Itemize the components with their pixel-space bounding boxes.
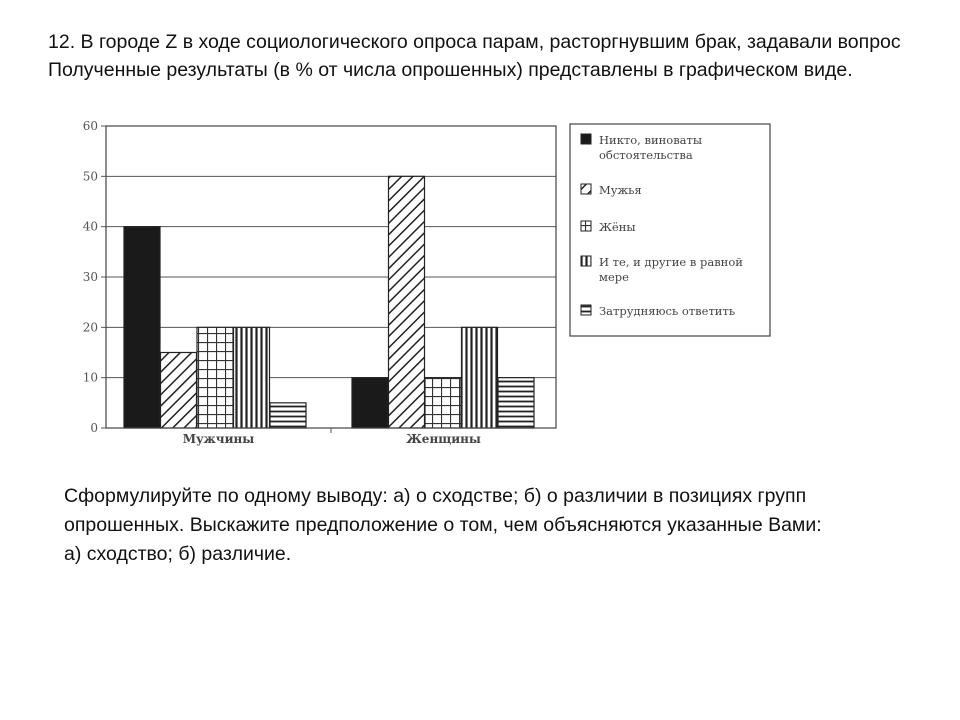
y-tick-label: 20 bbox=[82, 320, 98, 335]
legend-label-3: мере bbox=[599, 270, 629, 284]
y-tick-label: 50 bbox=[82, 169, 98, 184]
y-tick-label: 0 bbox=[90, 421, 98, 435]
legend-label-1: Мужья bbox=[599, 183, 642, 197]
bar-0-4 bbox=[270, 403, 306, 428]
question-line-3: а) сходство; б) различие. bbox=[64, 543, 292, 565]
bar-0-1 bbox=[161, 353, 197, 429]
legend-swatch-2 bbox=[581, 221, 591, 231]
legend-label-4: Затрудняюсь ответить bbox=[599, 304, 736, 318]
bar-1-2 bbox=[425, 378, 461, 428]
question-text bbox=[64, 482, 944, 569]
legend-swatch-0 bbox=[581, 134, 591, 144]
bar-1-4 bbox=[498, 378, 534, 428]
legend-swatch-1 bbox=[581, 184, 591, 194]
bar-0-2 bbox=[197, 327, 233, 428]
x-tick-label: Мужчины bbox=[182, 432, 255, 446]
question-line-1: Сформулируйте по одному выводу: а) о сходстве; б) о различии в позициях групп bbox=[64, 485, 807, 507]
bar-0-3 bbox=[234, 327, 270, 428]
legend-swatch-4 bbox=[581, 305, 591, 315]
chart-bars bbox=[124, 176, 534, 428]
legend-label-0: обстоятельства bbox=[599, 148, 693, 162]
legend-label-2: Жёны bbox=[599, 220, 636, 234]
bar-0-0 bbox=[124, 227, 160, 428]
question-line-2: опрошенных. Выскажите предположение о том, чем объясняются указанные Вами: bbox=[64, 514, 822, 536]
legend-label-3: И те, и другие в равной bbox=[599, 255, 743, 269]
bar-1-3 bbox=[462, 327, 498, 428]
y-tick-label: 60 bbox=[82, 119, 98, 133]
x-tick-label: Женщины bbox=[406, 432, 481, 446]
bar-1-1 bbox=[389, 176, 425, 428]
task-line-2: Полученные результаты (в % от числа опрошенных) представлены в графическом виде. bbox=[48, 59, 853, 81]
y-tick-label: 40 bbox=[82, 219, 98, 234]
chart-legend bbox=[570, 124, 770, 336]
legend-label-0: Никто, виноваты bbox=[599, 133, 703, 147]
bar-1-0 bbox=[352, 378, 388, 428]
legend-swatch-3 bbox=[581, 256, 591, 266]
y-tick-label: 10 bbox=[82, 370, 98, 385]
task-line-1: 12. В городе Z в ходе социологического опроса парам, расторгнувшим брак, задавали вопрос bbox=[48, 31, 901, 53]
y-tick-label: 30 bbox=[82, 270, 98, 284]
